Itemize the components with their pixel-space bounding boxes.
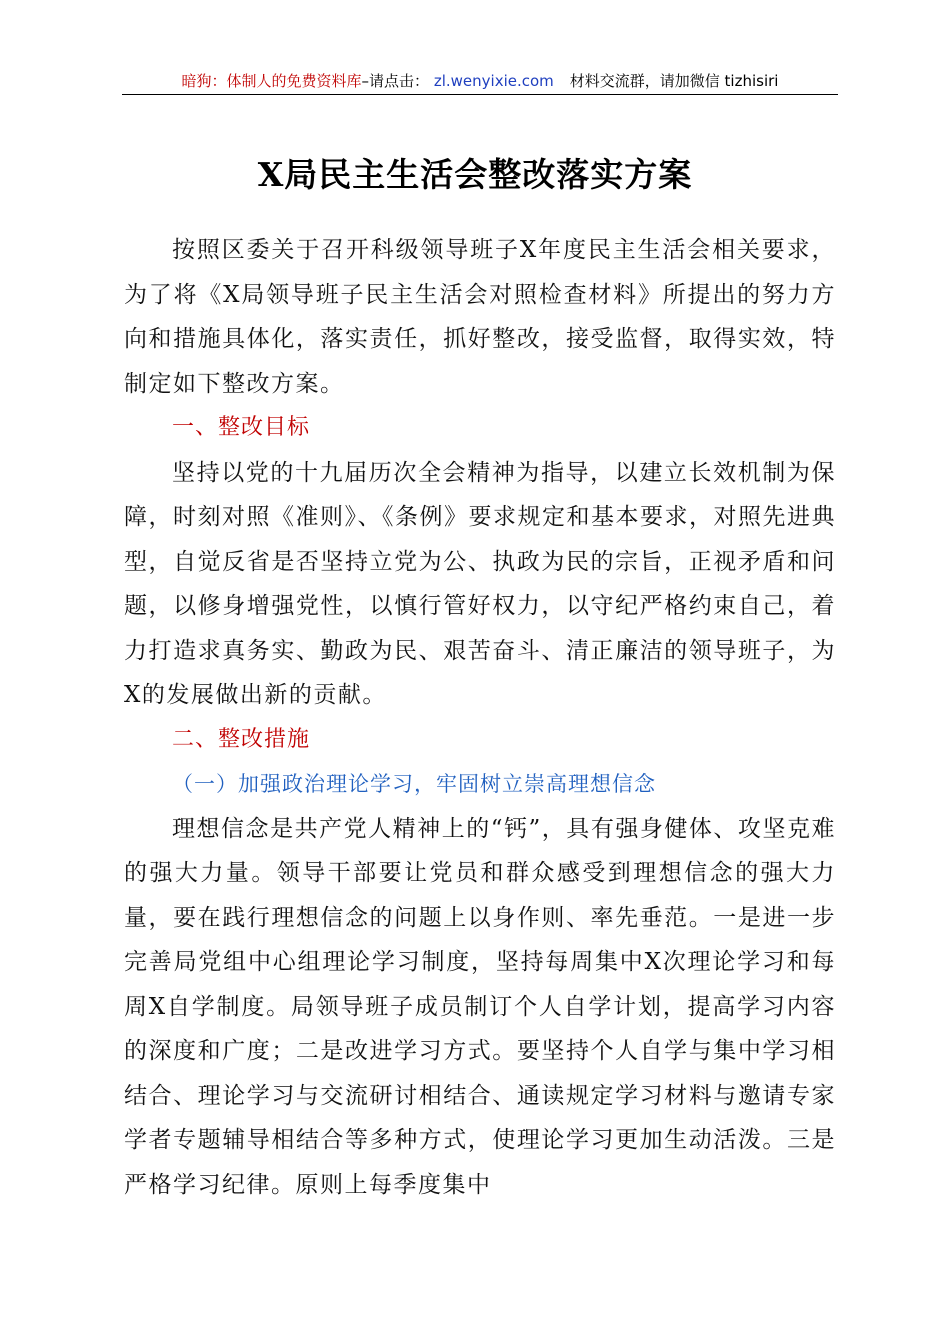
header-click-prompt: –请点击： <box>361 72 430 90</box>
header-promo-text: 暗狗：体制人的免费资料库 <box>181 72 362 90</box>
subsection-heading-theory-study: （一）加强政治理论学习，牢固树立崇高理想信念 <box>172 772 656 796</box>
page-header <box>122 68 838 95</box>
document-title: X局民主生活会整改落实方案 <box>257 155 693 194</box>
document-body <box>124 228 836 1207</box>
header-url-link[interactable]: zl.wenyixie.com <box>433 72 554 90</box>
theory-study-paragraph: 理想信念是共产党人精神上的“钙”，具有强身健体、攻坚克难的强大力量。领导干部要让党员和群众感受到理想信念的强大力量，要在践行理想信念的问题上以身作则、率先垂范。一是进一步完善局党组中心组理论学习制度，坚持每周集中X次理论学习和每周X自学制度。局领导班子成员制订个人自学计划，提高学习内容的深度和广度；二是改进学习方式。要坚持个人自学与集中学习相结合、理论学习与交流研讨相结合、通读规定学习材料与邀请专家学者专题辅导相结合等多种方式，使理论学习更加生动活泼。三是严格学习纪律。原则上每季度集中 <box>124 815 836 1198</box>
header-group-note: 材料交流群，请加微信 tizhisiri <box>569 72 779 90</box>
section-heading-goals: 一、整改目标 <box>172 415 311 440</box>
intro-paragraph: 按照区委关于召开科级领导班子X年度民主生活会相关要求，为了将《X局领导班子民主生活会对照检查材料》所提出的努力方向和措施具体化，落实责任，抓好整改，接受监督，取得实效，特制定如下整改方案。 <box>124 237 836 397</box>
goals-paragraph: 坚持以党的十九届历次全会精神为指导，以建立长效机制为保障，时刻对照《准则》、《条例》要求规定和基本要求，对照先进典型，自觉反省是否坚持立党为公、执政为民的宗旨，正视矛盾和问题，以修身增强党性，以慎行管好权力，以守纪严格约束自己，着力打造求真务实、勤政为民、艰苦奋斗、清正廉洁的领导班子，为X的发展做出新的贡献。 <box>124 459 836 708</box>
section-heading-measures: 二、整改措施 <box>172 726 311 752</box>
